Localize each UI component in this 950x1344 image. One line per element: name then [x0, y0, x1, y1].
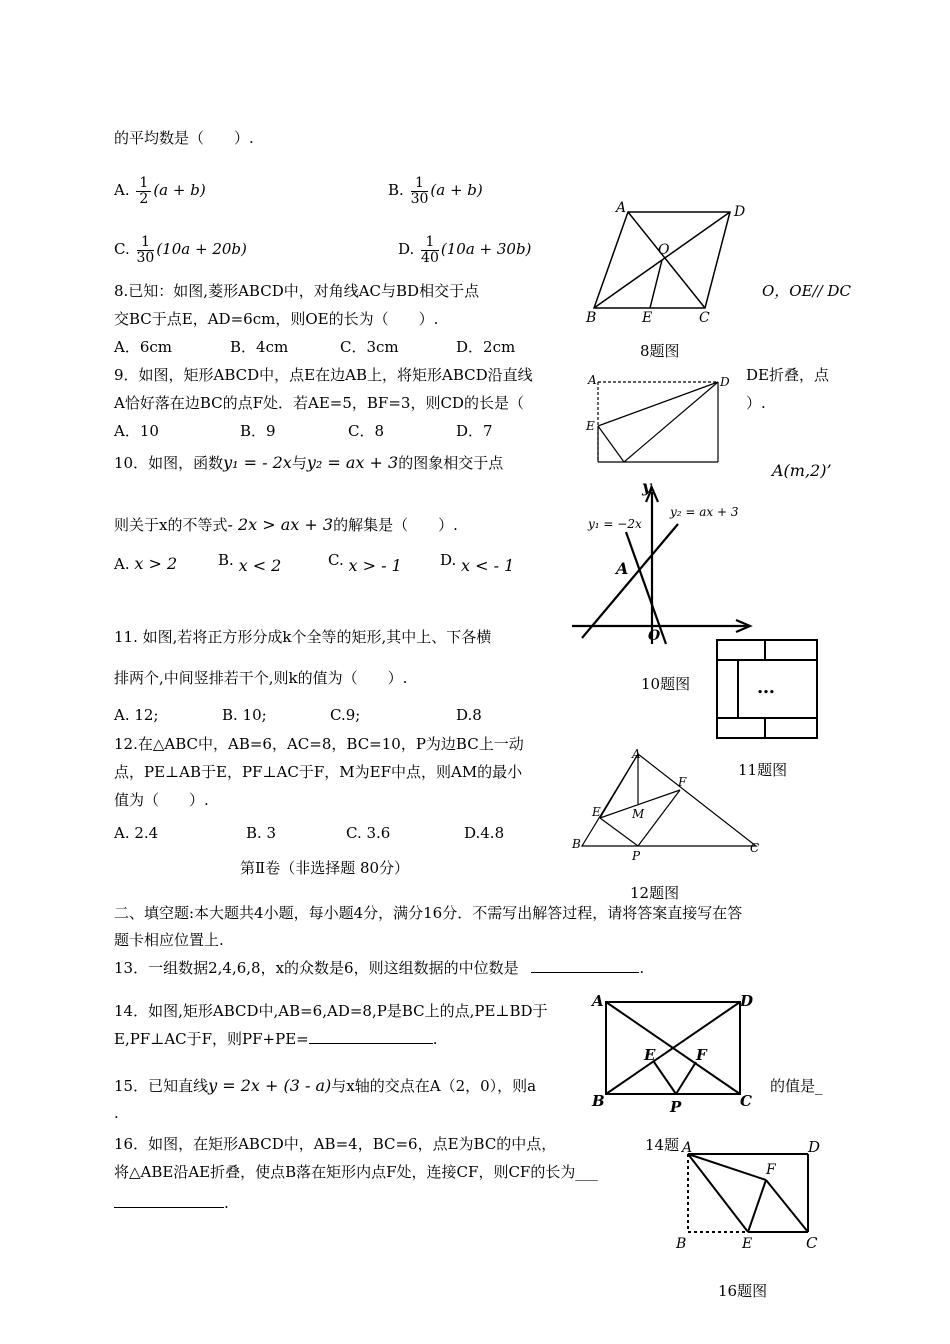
- fig12-caption: 12题图: [630, 884, 680, 902]
- section-heading-line1: 二、填空题:本大题共4小题，每小题4分，满分16分．不需写出解答过程，请将答案直接写在答: [114, 904, 743, 922]
- q10-point: A(m,2)’: [772, 461, 832, 480]
- q13-answer-blank[interactable]: [531, 972, 639, 973]
- q7-option-d[interactable]: D. $\frac{1}{40}$ (10a + 30b): [398, 233, 532, 266]
- fig12-label-m: M: [632, 807, 645, 821]
- figure-16-rectangle: [672, 1136, 832, 1256]
- fig10-y-axis-label: y: [642, 477, 652, 496]
- q9-line1: 9．如图，矩形ABCD中，点E在边AB上，将矩形ABCD沿直线: [114, 366, 533, 384]
- q8-option-b[interactable]: B．4cm: [230, 338, 289, 356]
- section-heading-line2: 题卡相应位置上.: [114, 931, 224, 949]
- q7-c-fraction: $\frac{1}{30}$: [136, 233, 155, 266]
- q9-option-a[interactable]: A．10: [114, 422, 159, 440]
- fig16-label-e: E: [742, 1236, 753, 1252]
- fig12-label-a: A: [632, 747, 641, 761]
- q11-line1: 11. 如图,若将正方形分成k个全等的矩形,其中上、下各横: [114, 628, 492, 646]
- q10-option-c[interactable]: C. x > - 1: [328, 551, 402, 575]
- q10-option-a[interactable]: A. x > 2: [114, 554, 178, 573]
- q9-line2: A恰好落在边BC的点F处．若AE=5，BF=3，则CD的长是（: [114, 394, 524, 412]
- q12-option-d[interactable]: D.4.8: [464, 824, 505, 842]
- fig12-label-b: B: [572, 837, 581, 851]
- q10-line1: 10．如图，函数y₁ = - 2x与y₂ = ax + 3的图象相交于点: [114, 453, 504, 472]
- fig16-label-d: D: [808, 1138, 821, 1156]
- fig14-label-c: C: [740, 1092, 752, 1110]
- q8-option-d[interactable]: D．2cm: [456, 338, 516, 356]
- q10-option-d[interactable]: D. x < - 1: [440, 551, 515, 575]
- q14-line1: 14．如图,矩形ABCD中,AB=6,AD=8,P是BC上的点,PE⊥BD于: [114, 1002, 548, 1020]
- fig8-label-o: O: [658, 242, 670, 258]
- fig12-label-f: F: [678, 775, 687, 789]
- q16-line1: 16．如图，在矩形ABCD中，AB=4，BC=6，点E为BC的中点，: [114, 1135, 557, 1153]
- q14-line2: E,PF⊥AC于F，则PF+PE= .: [114, 1030, 438, 1048]
- q12-option-a[interactable]: A. 2.4: [114, 824, 159, 842]
- fig14-caption: 14题: [645, 1136, 680, 1154]
- q8-line2: 交BC于点E，AD=6cm，则OE的长为（ ）.: [114, 310, 439, 328]
- fig14-label-d: D: [740, 992, 754, 1010]
- fig12-label-c: C: [750, 841, 760, 855]
- q8-line1: 8.已知：如图,菱形ABCD中，对角线AC与BD相交于点: [114, 282, 480, 300]
- fig14-label-f: F: [696, 1046, 707, 1064]
- q8-line1-right: O，OE// DC: [762, 282, 851, 300]
- figure-8-rhombus: [580, 198, 760, 328]
- fig10-caption: 10题图: [641, 675, 691, 693]
- q15-line1: 15．已知直线y = 2x + (3 - a)与x轴的交点在A（2，0），则a: [114, 1076, 537, 1095]
- q8-option-c[interactable]: C．3cm: [340, 338, 399, 356]
- q10-option-b[interactable]: B. x < 2: [218, 551, 282, 575]
- q15-line2: .: [114, 1104, 119, 1122]
- figure-11-square: [716, 639, 820, 741]
- fig14-label-e: E: [644, 1046, 656, 1064]
- fig9-label-e: E: [586, 419, 595, 433]
- q9-line2-right: ）.: [746, 394, 766, 412]
- figure-12-triangle: [570, 746, 770, 864]
- fig8-label-d: D: [734, 204, 746, 220]
- q7-option-a[interactable]: A. $\frac{1}{2}$ (a + b): [114, 174, 206, 207]
- fig10-point-a: A: [616, 559, 629, 578]
- fig16-label-a: A: [682, 1140, 693, 1156]
- q14-answer-blank[interactable]: [309, 1043, 433, 1044]
- q15-line1-right: 的值是_: [770, 1077, 823, 1095]
- fig9-label-d: D: [720, 375, 730, 389]
- q11-option-d[interactable]: D.8: [456, 706, 482, 724]
- fig14-label-p: P: [670, 1098, 682, 1116]
- figure-14-rectangle: [588, 988, 760, 1116]
- q12-option-c[interactable]: C. 3.6: [346, 824, 391, 842]
- q10-y2-formula: y₂ = ax + 3: [306, 453, 399, 472]
- q12-option-b[interactable]: B. 3: [246, 824, 277, 842]
- q7-d-fraction: $\frac{1}{40}$: [421, 233, 439, 266]
- q12-line3: 值为（ ）.: [114, 791, 209, 809]
- q10-y1-formula: y₁ = - 2x: [223, 453, 292, 472]
- q7-tail: 的平均数是（ ）.: [114, 129, 254, 147]
- q16-answer-blank[interactable]: [114, 1207, 224, 1208]
- q12-line1: 12.在△ABC中，AB=6，AC=8，BC=10，P为边BC上一动: [114, 735, 524, 753]
- figure-9-rectangle: [584, 370, 744, 470]
- part2-title: 第Ⅱ卷（非选择题 80分）: [240, 859, 410, 877]
- q8-option-a[interactable]: A．6cm: [114, 338, 173, 356]
- fig16-caption: 16题图: [718, 1282, 768, 1300]
- q9-option-d[interactable]: D．7: [456, 422, 493, 440]
- fig16-label-b: B: [676, 1236, 687, 1252]
- fig16-label-c: C: [806, 1234, 818, 1252]
- fig8-label-b: B: [586, 310, 597, 326]
- q11-option-b[interactable]: B. 10;: [222, 706, 267, 724]
- fig11-ellipsis: …: [757, 677, 775, 698]
- fig12-label-e: E: [592, 805, 601, 819]
- figure-10-graph: [570, 478, 760, 650]
- q7-b-fraction: $\frac{1}{30}$: [410, 174, 429, 207]
- fig16-label-f: F: [766, 1162, 776, 1178]
- q15-equation: y = 2x + (3 - a): [208, 1076, 332, 1095]
- q9-line1-right: DE折叠，点: [746, 366, 829, 384]
- fig14-label-b: B: [592, 1092, 605, 1110]
- fig9-label-a: A: [588, 373, 597, 387]
- q10-line2: 则关于x的不等式- 2x > ax + 3的解集是（ ）.: [114, 515, 458, 534]
- q11-option-c[interactable]: C.9;: [330, 706, 361, 724]
- fig10-line1-label: y₁ = −2x: [588, 517, 642, 531]
- q10-inequality: - 2x > ax + 3: [227, 515, 334, 534]
- q7-option-b[interactable]: B. $\frac{1}{30}$ (a + b): [388, 174, 483, 207]
- q9-option-b[interactable]: B．9: [240, 422, 276, 440]
- q13-text: 13．一组数据2,4,6,8，x的众数是6，则这组数据的中位数是 .: [114, 959, 645, 977]
- fig8-label-e: E: [642, 310, 653, 326]
- q16-line3: .: [114, 1193, 229, 1213]
- q9-option-c[interactable]: C．8: [348, 422, 385, 440]
- fig8-label-c: C: [699, 310, 710, 326]
- q11-option-a[interactable]: A. 12;: [114, 706, 159, 724]
- fig8-label-a: A: [616, 200, 627, 216]
- fig11-caption: 11题图: [738, 761, 788, 779]
- q7-a-fraction: $\frac{1}{2}$: [136, 176, 151, 207]
- fig12-label-p: P: [632, 849, 641, 863]
- q7-option-c[interactable]: C. $\frac{1}{30}$ (10a + 20b): [114, 233, 247, 266]
- q16-line2: 将△ABE沿AE折叠，使点B落在矩形内点F处，连接CF，则CF的长为___: [114, 1163, 598, 1181]
- q11-line2: 排两个,中间竖排若干个,则k的值为（ ）.: [114, 669, 408, 687]
- fig14-label-a: A: [592, 992, 604, 1010]
- fig10-line2-label: y₂ = ax + 3: [670, 505, 739, 519]
- fig10-origin-label: O: [648, 628, 661, 644]
- fig8-caption: 8题图: [640, 342, 680, 360]
- q12-line2: 点，PE⊥AB于E，PF⊥AC于F，M为EF中点，则AM的最小: [114, 763, 523, 781]
